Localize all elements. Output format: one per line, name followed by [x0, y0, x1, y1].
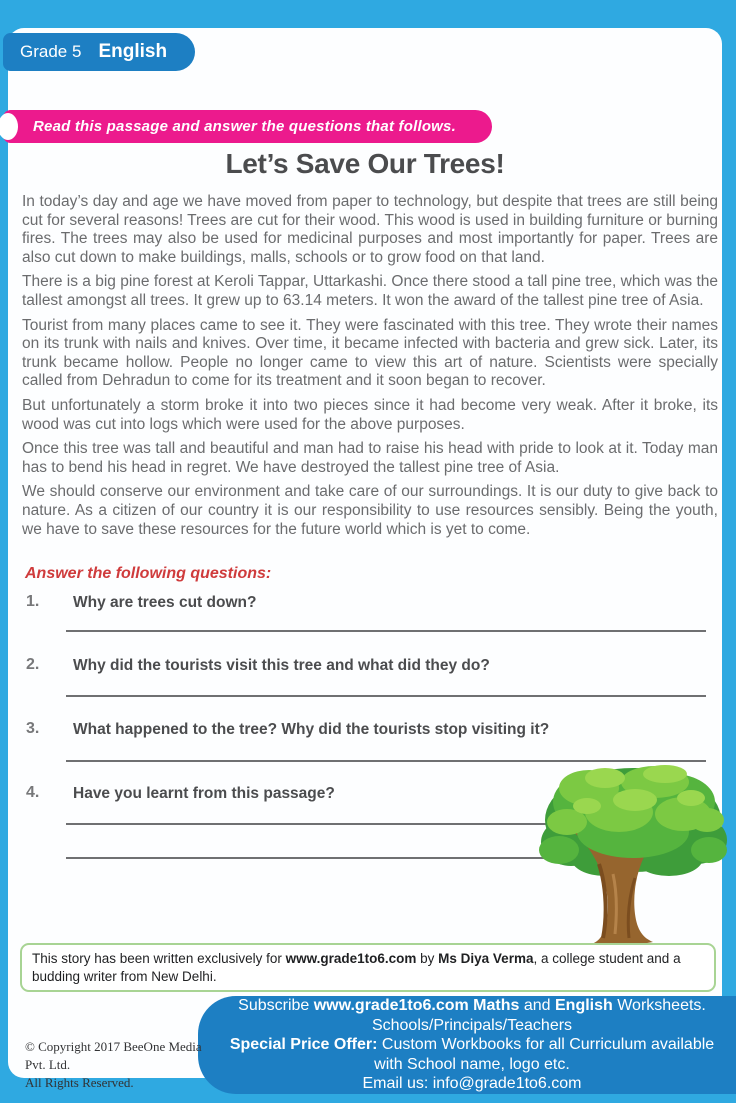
- passage-paragraph: Once this tree was tall and beautiful and man had to raise his head with pride to look at it. Today man has to bend his head in regret. We have destroyed the tallest pine tree of Asia.: [22, 440, 718, 476]
- answer-line: [66, 630, 706, 632]
- writer-note-author: Ms Diya Verma: [438, 951, 534, 966]
- footer-text: Custom Workbooks for all Curriculum available: [377, 1036, 715, 1054]
- copyright-notice: [25, 1038, 205, 1092]
- passage-paragraph: Tourist from many places came to see it. They were fascinated with this tree. They wrote their names on its trunk with nails and knives. Over time, it became infected with bacteria and grew sick. Later, its trunk became hollow. People no longer came to view this art of nature. Scientists were specially called from Dehradun to come for its treatment and it soon began to recover.: [22, 316, 718, 390]
- footer-banner: [198, 996, 736, 1094]
- writer-note: [20, 943, 716, 992]
- answer-line: [66, 695, 706, 697]
- question-number: 3.: [26, 720, 40, 737]
- tree-illustration: [533, 758, 733, 946]
- question-number: 1.: [26, 593, 40, 610]
- footer-line: [212, 1035, 732, 1055]
- footer-offer-bold: Special Price Offer:: [229, 1036, 378, 1054]
- footer-line: Email us: info@grade1to6.com: [362, 1075, 582, 1093]
- copyright-line: All Rights Reserved.: [25, 1075, 134, 1090]
- question-text: Have you learnt from this passage?: [73, 785, 335, 802]
- question-text: What happened to the tree? Why did the tourists stop visiting it?: [73, 721, 550, 738]
- grade-label: Grade 5: [20, 42, 82, 61]
- writer-note-text: by: [416, 951, 439, 966]
- footer-text: Subscribe: [238, 997, 314, 1015]
- page-title: Let’s Save Our Trees!: [225, 148, 505, 179]
- answer-line: [66, 857, 560, 859]
- question-text: Why are trees cut down?: [73, 594, 257, 611]
- passage-paragraph: We should conserve our environment and take care of our surroundings. It is our duty to give back to nature. As a citizen of our country it is our responsibility to use resources sensibly. Being the youth, we have to save these resources for the future world which is yet to come.: [22, 483, 718, 538]
- passage-paragraph: But unfortunately a storm broke it into two pieces since it had become very weak. After it broke, its wood was cut into logs which were used for the above purposes.: [22, 396, 718, 433]
- subject-label: English: [98, 41, 168, 62]
- instruction-banner: [3, 110, 492, 143]
- grade-badge: [3, 33, 195, 71]
- copyright-line: © Copyright 2017 BeeOne Media Pvt. Ltd.: [25, 1039, 202, 1072]
- writer-note-site: www.grade1to6.com: [285, 951, 417, 966]
- writer-note-text: , a college student and a budding writer from New Delhi.: [32, 951, 681, 984]
- footer-site-bold: www.grade1to6.com Maths: [313, 997, 520, 1015]
- answer-line: [66, 823, 560, 825]
- questions-heading: Answer the following questions:: [25, 565, 272, 582]
- footer-text: Worksheets.: [612, 997, 706, 1015]
- passage-paragraph: There is a big pine forest at Keroli Tappar, Uttarkashi. Once there stood a tall pine tree, which was the tallest amongst all trees. It grew up to 63.14 meters. It won the award of the tallest pine tree of Asia.: [22, 273, 718, 309]
- footer-text: and: [519, 997, 555, 1015]
- footer-text-bold: English: [555, 997, 613, 1015]
- instruction-text: Read this passage and answer the questions that follows.: [33, 118, 456, 135]
- question-text: Why did the tourists visit this tree and what did they do?: [73, 657, 490, 674]
- question-number: 4.: [26, 784, 40, 801]
- footer-line: Schools/Principals/Teachers: [371, 1016, 573, 1034]
- passage-paragraph: In today’s day and age we have moved from paper to technology, but despite that trees are still being cut for several reasons! Trees are cut for their wood. This wood is used in building furniture or burning fires. The trees may also be used for medicinal purposes and most importantly for paper. Trees are also cut down to make buildings, malls, schools or to grow food on that land.: [22, 193, 718, 266]
- writer-note-text: This story has been written exclusively for: [32, 951, 286, 966]
- passage: [22, 193, 718, 545]
- banner-bullet-icon: [0, 113, 18, 140]
- question-number: 2.: [26, 656, 40, 673]
- footer-line: [212, 996, 732, 1016]
- footer-line: with School name, logo etc.: [374, 1055, 570, 1073]
